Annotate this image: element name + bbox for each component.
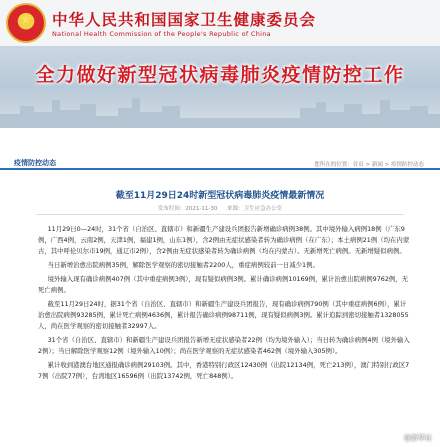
main-content [0,128,440,447]
org-name[interactable]: 中华人民共和国国家卫生健康委员会 [52,10,317,29]
weibo-watermark: @新华社 [404,434,432,442]
masthead [0,0,440,46]
article-paragraph: 31个省（自治区、直辖市）和新疆生产建设兵团报告新增无症状感染者22例（均为境外输入）；当日转为确诊病例4例（境外输入2例）；当日解除医学观察12例（境外输入10例）；尚在医学观察的无症状感染者462例（境外输入305例）。 [38,336,410,355]
star-icon: ★ [19,12,33,28]
title-divider [36,214,404,215]
article-paragraph: 截至11月29日24时，据31个省（自治区、直辖市）和新疆生产建设兵团报告，现有确诊病例790例（其中重症病例6例），累计治愈出院病例93285例，累计死亡病例4636例，累计报告确诊病例98711例，现有疑似病例3例。累计追踪到密切接触者1328055人，尚在医学观察的密切接触者32997人。 [38,300,409,330]
breadcrumb[interactable]: 您所在的位置：首页 > 新闻 > 疫情防控动态 [314,162,424,168]
article-paragraph: 11月29日0—24时，31个省（自治区、直辖市）和新疆生产建设兵团报告新增确诊病例38例。其中境外输入病例18例（广东9例，广西4例，云南2例，天津1例，福建1例，山东1例），含2例由无症状感染者转为确诊病例（在广东）；本土病例21例（均在内蒙古，其中呼伦贝尔市19例，通辽市2例），含2例由无症状感染者转为确诊病例（均在内蒙古）。无新增死亡病例。无新增疑似病例。 [38,225,410,255]
article-meta [0,204,440,212]
section-tab-epidemic-news[interactable]: 疫情防控动态 [14,159,56,167]
banner [0,46,440,128]
site-header [0,0,440,128]
article-paragraph: 境外输入现有确诊病例407例（其中重症病例3例），现有疑似病例3例。累计确诊病例10169例，累计治愈出院病例9762例，无死亡病例。 [38,275,409,294]
org-name-en: National Health Commission of the People's Republic of China [52,30,271,38]
article-source: 来源：卫生应急办公室 [227,206,283,212]
article-title: 截至11月29日24时新型冠状病毒肺炎疫情最新情况 [115,191,325,201]
national-emblem-icon [6,3,46,43]
banner-title: 全力做好新型冠状病毒肺炎疫情防控工作 [35,64,405,86]
skyline-graphic [0,92,440,128]
article-paragraph: 当日新增治愈出院病例35例，解除医学观察的密切接触者2200人，重症病例较前一日减少1例。 [47,261,319,269]
publish-date: 发布时间：2021-11-30 [157,206,218,212]
article-body [38,224,412,385]
article-paragraph: 累计收到港澳台地区通报确诊病例29103例。其中，香港特别行政区12430例（出院12134例，死亡213例），澳门特别行政区77例（出院77例），台湾地区16596例（出院13742例，死亡848例）。 [38,361,410,380]
